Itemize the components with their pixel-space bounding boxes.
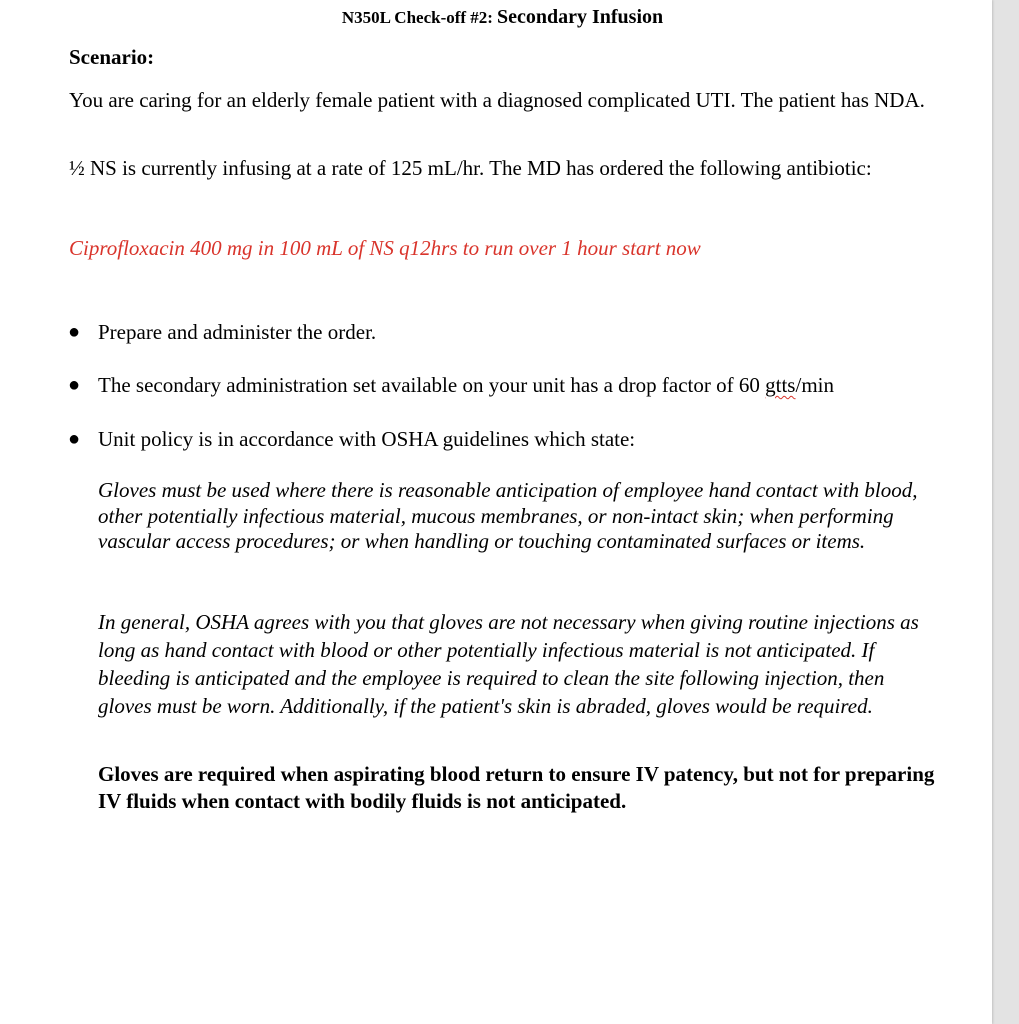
osha-quote-2: In general, OSHA agrees with you that gloves are not necessary when giving routine injections as long as hand contact with blood or other potentially infectious material is not anticipated. If bleeding is anticipated and the employee is required to clean the site following injection, then gloves must be worn. Additionally, if the patient's skin is abraded, gloves would be required. [98, 610, 919, 718]
scenario-paragraph-2: ½ NS is currently infusing at a rate of 125 mL/hr. The MD has ordered the following antibiotic: [69, 156, 872, 180]
scenario-paragraph-1: You are caring for an elderly female patient with a diagnosed complicated UTI. The patient has NDA. [69, 88, 925, 112]
bullet-item-prepare: Prepare and administer the order. [98, 320, 377, 344]
bullet-icon: ● [68, 428, 81, 450]
spellcheck-flagged-word: gtts [765, 373, 796, 397]
bullet-icon: ● [68, 321, 81, 343]
title-prefix: N350L Check-off #2: [341, 8, 493, 27]
bullet-item-unit-policy: Unit policy is in accordance with OSHA guidelines which state: [98, 427, 636, 451]
gloves-note: Gloves are required when aspirating blood return to ensure IV patency, but not for preparing IV fluids when contact with bodily fluids is not anticipated. [98, 762, 935, 813]
document-title [0, 6, 1005, 29]
title-main: Secondary Infusion [496, 6, 664, 28]
bullet-item-drop-factor [98, 373, 834, 397]
drop-factor-text: The secondary administration set available on your unit has a drop factor of 60 [98, 373, 766, 397]
medication-order: Ciprofloxacin 400 mg in 100 mL of NS q12hrs to run over 1 hour start now [69, 236, 701, 260]
drop-factor-unit: /min [795, 373, 834, 397]
osha-quote-1: Gloves must be used where there is reasonable anticipation of employee hand contact with blood, other potentially infectious material, mucous membranes, or non-intact skin; when performing vascular access procedures; or when handling or touching contaminated surfaces or items. [98, 478, 918, 553]
scenario-label: Scenario: [69, 45, 155, 69]
bullet-icon: ● [68, 374, 81, 396]
